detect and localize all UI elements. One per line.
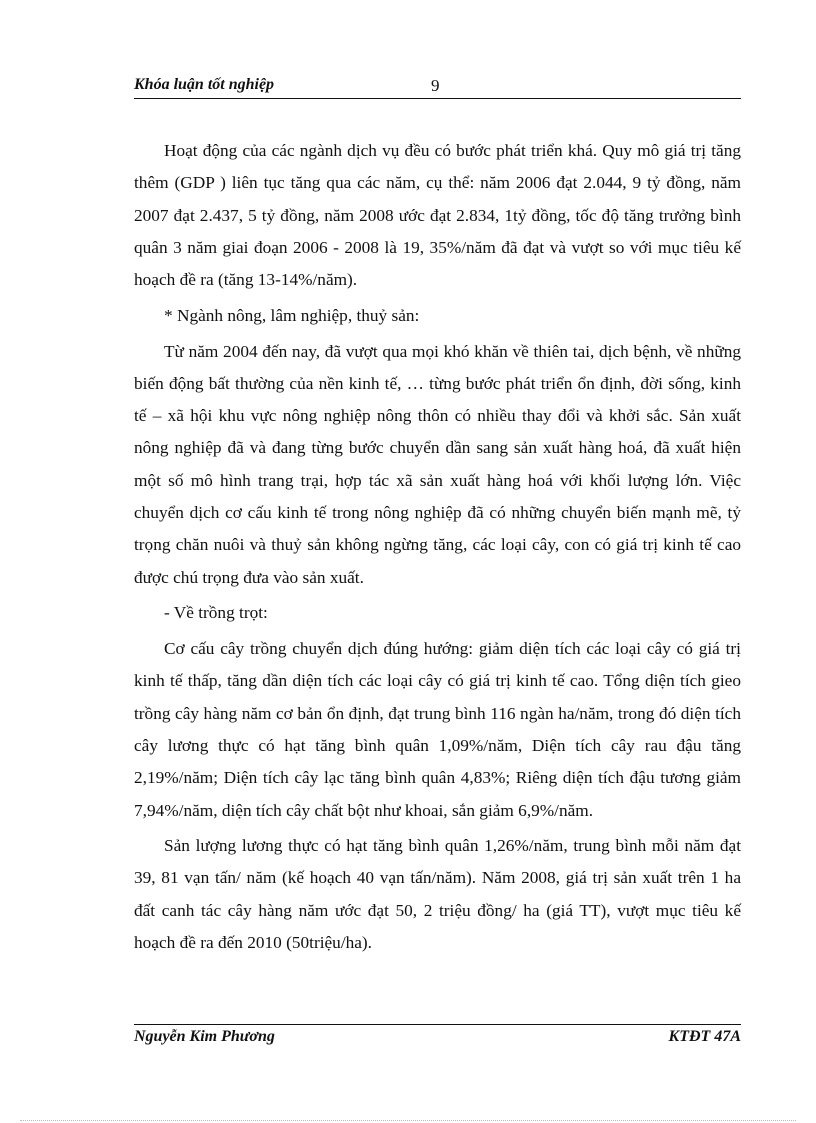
paragraph-crop-structure: Cơ cấu cây trồng chuyển dịch đúng hướng: giảm diện tích các loại cây có giá trị kinh tế thấp, tăng dần diện tích các loại cây có giá trị kinh tế cao. Tổng diện tích gieo trồng cây hàng năm cơ bản ổn định, đạt trung bình 116 ngàn ha/năm, trong đó diện tích cây lương thực có hạt tăng bình quân 1,09%/năm, Diện tích cây rau đậu tăng 2,19%/năm; Diện tích cây lạc tăng bình quân 4,83%; Riêng diện tích đậu tương giảm 7,94%/năm, diện tích cây chất bột như khoai, sắn giảm 6,9%/năm. bbox=[134, 639, 741, 820]
page-header bbox=[134, 74, 741, 99]
footer-author: Nguyễn Kim Phương bbox=[134, 1028, 275, 1045]
page-bottom-edge bbox=[20, 1120, 796, 1121]
page-number: 9 bbox=[431, 76, 440, 95]
subheading-cultivation: - Về trồng trọt: bbox=[164, 603, 268, 623]
paragraph-services: Hoạt động của các ngành dịch vụ đều có bước phát triển khá. Quy mô giá trị tăng thêm (GDP ) liên tục tăng qua các năm, cụ thể: năm 2006 đạt 2.044, 9 tỷ đồng, năm 2007 đạt 2.437, 5 tỷ đồng, năm 2008 ước đạt 2.834, 1tỷ đồng, tốc độ tăng trưởng bình quân 3 năm giai đoạn 2006 - 2008 là 19, 35%/năm đã đạt và vượt so với mục tiêu kế hoạch đề ra (tăng 13-14%/năm). bbox=[134, 141, 741, 290]
document-body bbox=[134, 135, 741, 963]
paragraph-agriculture: Từ năm 2004 đến nay, đã vượt qua mọi khó khăn về thiên tai, dịch bệnh, về những biến động bất thường của nền kinh tế, … từng bước phát triển ổn định, đời sống, kinh tế – xã hội khu vực nông nghiệp nông thôn có nhiều thay đổi và khởi sắc. Sản xuất nông nghiệp đã và đang từng bước chuyển dần sang sản xuất hàng hoá, đã xuất hiện một số mô hình trang trại, hợp tác xã sản xuất hàng hoá với khối lượng lớn. Việc chuyển dịch cơ cấu kinh tế trong nông nghiệp đã có những chuyển biến mạnh mẽ, tỷ trọng chăn nuôi và thuỷ sản không ngừng tăng, các loại cây, con có giá trị kinh tế cao được chú trọng đưa vào sản xuất. bbox=[134, 341, 741, 587]
header-title: Khóa luận tốt nghiệp bbox=[134, 76, 275, 93]
section-heading-agriculture: * Ngành nông, lâm nghiệp, thuỷ sản: bbox=[164, 305, 420, 325]
paragraph-food-output: Sản lượng lương thực có hạt tăng bình quân 1,26%/năm, trung bình mỗi năm đạt 39, 81 vạn tấn/ năm (kế hoạch 40 vạn tấn/năm). Năm 2008, giá trị sản xuất trên 1 ha đất canh tác cây hàng năm ước đạt 50, 2 triệu đồng/ ha (giá TT), vượt mục tiêu kế hoạch đề ra đến 2010 (50triệu/ha). bbox=[134, 836, 741, 953]
page-footer bbox=[134, 1024, 741, 1049]
footer-class-code: KTĐT 47A bbox=[668, 1028, 741, 1045]
